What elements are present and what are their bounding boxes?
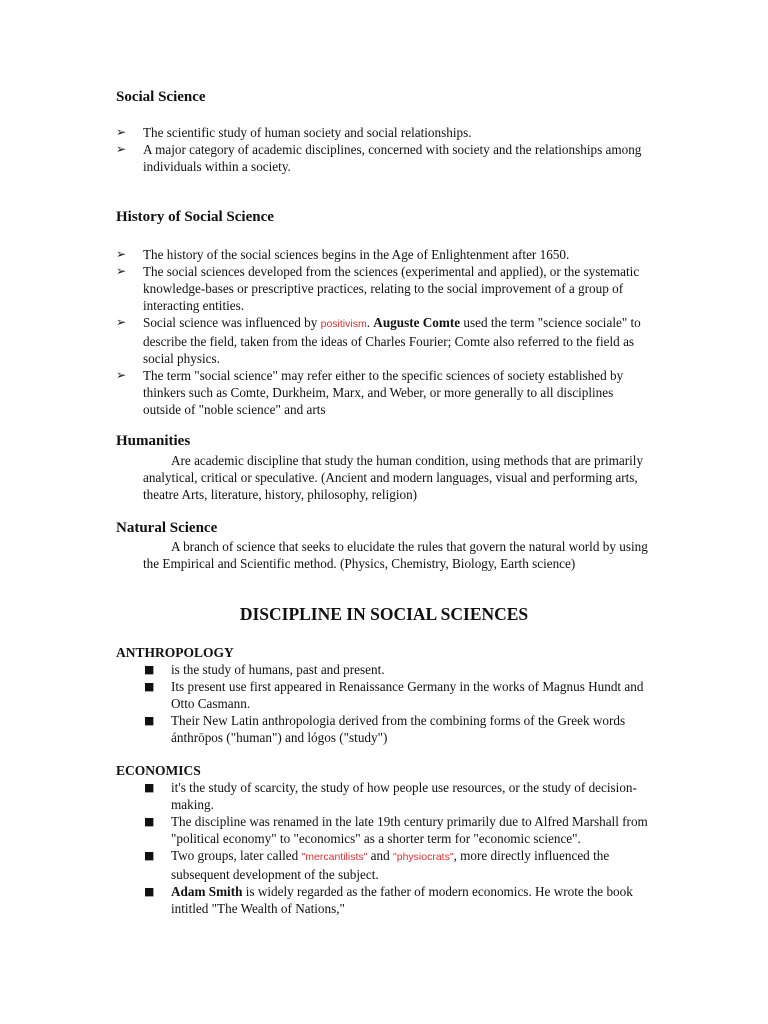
- economics-list: [0, 779, 768, 917]
- list-item: ➢ The scientific study of human society and social relationships.: [116, 125, 472, 140]
- square-bullet-icon: ■: [144, 663, 155, 676]
- list-item: ■ Two groups, later called "mercantilists" and "physiocrats", more directly influenced the subsequent development of the subject.: [144, 848, 610, 882]
- arrow-bullet-icon: ➢: [116, 315, 127, 329]
- list-item: ■ it's the study of scarcity, the study of how people use resources, or the study of decision-making.: [144, 780, 637, 812]
- arrow-bullet-icon: ➢: [116, 368, 127, 382]
- list-item: ■ The discipline was renamed in the late 19th century primarily due to Alfred Marshall from "political economy" to "economics" as a shorter term for "economic science".: [144, 814, 648, 846]
- heading-natural-science: Natural Science: [116, 520, 218, 536]
- heading-humanities: Humanities: [116, 433, 191, 449]
- arrow-bullet-icon: ➢: [116, 125, 127, 139]
- list-item: ➢ A major category of academic disciplines, concerned with society and the relationships among individuals within a society.: [116, 142, 642, 174]
- square-bullet-icon: ■: [144, 781, 155, 794]
- list-item: ■ Their New Latin anthropologia derived from the combining forms of the Greek words ánthrōpos ("human") and lógos ("study"): [144, 713, 626, 745]
- arrow-bullet-icon: ➢: [116, 247, 127, 261]
- square-bullet-icon: ■: [144, 714, 155, 727]
- square-bullet-icon: ■: [144, 885, 155, 898]
- list-item: ➢ The history of the social sciences begins in the Age of Enlightenment after 1650.: [116, 247, 570, 262]
- arrow-bullet-icon: ➢: [116, 264, 127, 278]
- list-item: ■ Its present use first appeared in Renaissance Germany in the works of Magnus Hundt and Otto Casmann.: [144, 679, 644, 711]
- square-bullet-icon: ■: [144, 849, 155, 862]
- square-bullet-icon: ■: [144, 815, 155, 828]
- history-list: [0, 246, 768, 418]
- list-item: ➢ The social sciences developed from the sciences (experimental and applied), or the systematic knowledge-bases or prescriptive practices, relating to the social improvement of a group of interacting entities.: [116, 264, 640, 313]
- list-item: ■ is the study of humans, past and present.: [144, 662, 385, 677]
- arrow-bullet-icon: ➢: [116, 142, 127, 156]
- list-item: ➢ The term "social science" may refer either to the specific sciences of society established by thinkers such as Comte, Durkheim, Marx, and Weber, or more generally to all disciplines outside of "noble science" and arts: [116, 368, 624, 417]
- heading-social-science: Social Science: [116, 89, 206, 105]
- positivism-link[interactable]: positivism: [320, 318, 367, 330]
- list-item: ➢ Social science was influenced by positivism. Auguste Comte used the term "science sociale" to describe the field, taken from the ideas of Charles Fourier; Comte also referred to the field as social physics.: [116, 315, 641, 366]
- list-item: ■ Adam Smith is widely regarded as the father of modern economics. He wrote the book intitled "The Wealth of Nations,": [144, 884, 633, 916]
- heading-anthropology: ANTHROPOLOGY: [116, 645, 234, 660]
- square-bullet-icon: ■: [144, 680, 155, 693]
- social-science-list: [0, 124, 768, 175]
- physiocrats-link[interactable]: "physiocrats": [393, 851, 454, 863]
- anthropology-list: [0, 661, 768, 746]
- natural-science-paragraph: A branch of science that seeks to elucidate the rules that govern the natural world by using the Empirical and Scientific method. (Physics, Chemistry, Biology, Earth science): [143, 539, 648, 571]
- discipline-title: DISCIPLINE IN SOCIAL SCIENCES: [239, 604, 529, 624]
- heading-history: History of Social Science: [116, 209, 274, 225]
- mercantilists-link[interactable]: "mercantilists": [301, 851, 368, 863]
- humanities-paragraph: Are academic discipline that study the human condition, using methods that are primarily analytical, critical or speculative. (Ancient and modern languages, visual and performing arts, theatre Arts, literature, history, philosophy, religion): [143, 453, 644, 502]
- heading-economics: ECONOMICS: [116, 763, 201, 778]
